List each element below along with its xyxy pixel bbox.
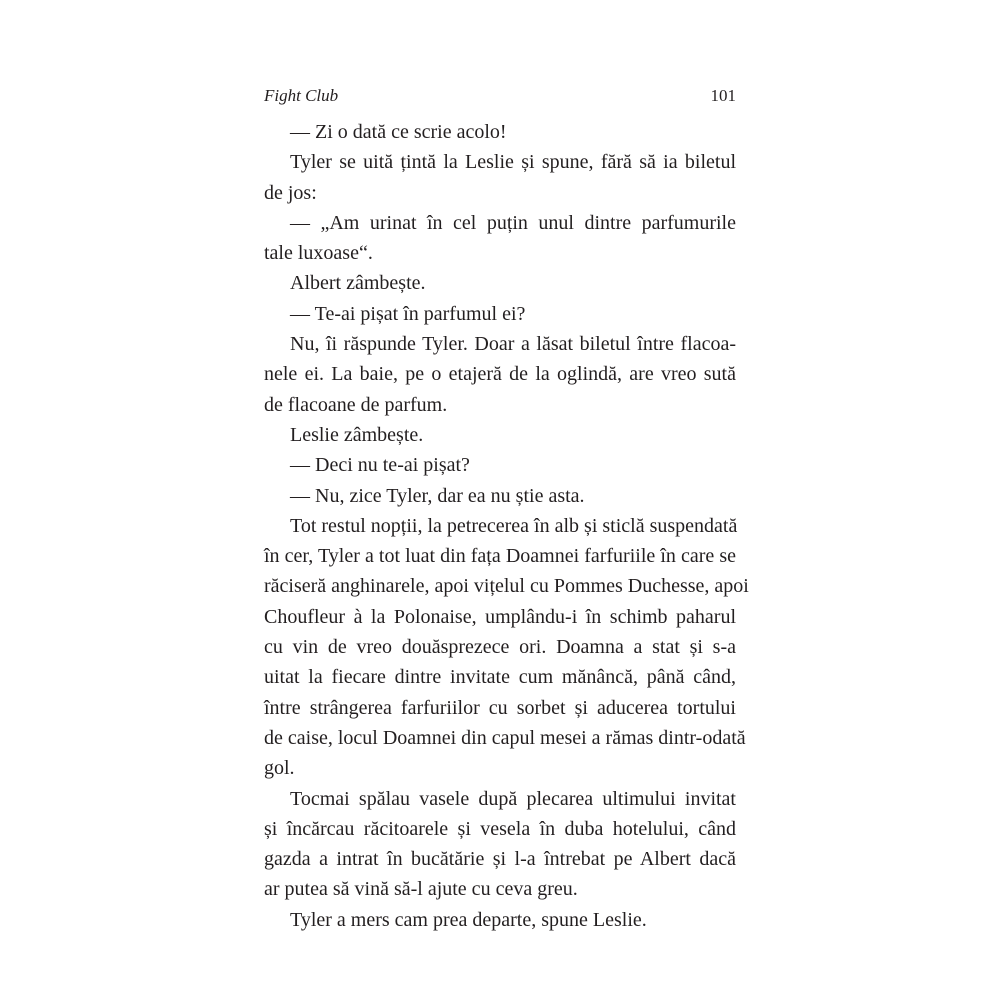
text-line: — Nu, zice Tyler, dar ea nu știe asta. [290, 484, 585, 507]
book-title: Fight Club [264, 86, 339, 105]
text-line: Nu, îi răspunde Tyler. Doar a lăsat biletul între flacoa- [290, 333, 736, 356]
text-line: nele ei. La baie, pe o etajeră de la oglindă, are vreo sută [264, 363, 736, 386]
text-line: Albert zâmbește. [290, 272, 426, 295]
text-line: — Te-ai pișat în parfumul ei? [290, 302, 526, 325]
text-line: uitat la fiecare dintre invitate cum mănâncă, până când, [264, 666, 736, 689]
text-line: — Deci nu te-ai pișat? [290, 454, 470, 477]
text-line: de jos: [264, 181, 317, 204]
text-line: între strângerea farfuriilor cu sorbet și aducerea tortului [264, 696, 736, 719]
text-line: Leslie zâmbește. [290, 423, 424, 446]
text-line: cu vin de vreo douăsprezece ori. Doamna a stat și s-a [264, 636, 736, 659]
running-header [264, 84, 736, 108]
text-line: gazda a intrat în bucătărie și l-a întrebat pe Albert dacă [264, 848, 736, 871]
page-number: 101 [710, 86, 736, 105]
text-line: ar putea să vină să-l ajute cu ceva greu. [264, 878, 578, 901]
text-line: de flacoane de parfum. [264, 393, 448, 416]
text-line: — „Am urinat în cel puțin unul dintre parfumurile [290, 211, 736, 234]
text-line: în cer, Tyler a tot luat din fața Doamnei farfuriile în care se [264, 545, 736, 568]
text-line: — Zi o dată ce scrie acolo! [290, 121, 507, 143]
text-line: de caise, locul Doamnei din capul mesei a rămas dintr-odată [264, 726, 746, 749]
text-line: Tyler se uită țintă la Leslie și spune, fără să ia biletul [290, 151, 736, 174]
text-line: răciseră anghinarele, apoi vițelul cu Pommes Duchesse, apoi [264, 575, 749, 598]
text-line: și încărcau răcitoarele și vesela în duba hotelului, când [264, 817, 736, 840]
body-text [264, 117, 749, 935]
text-line: Tyler a mers cam prea departe, spune Leslie. [290, 908, 647, 931]
text-line: Choufleur à la Polonaise, umplându-i în schimb paharul [264, 605, 736, 628]
text-line: Tocmai spălau vasele după plecarea ultimului invitat [290, 787, 736, 810]
text-line: tale luxoase“. [264, 242, 373, 265]
text-line: gol. [264, 757, 295, 780]
text-line: Tot restul nopții, la petrecerea în alb și sticlă suspendată [290, 514, 738, 537]
